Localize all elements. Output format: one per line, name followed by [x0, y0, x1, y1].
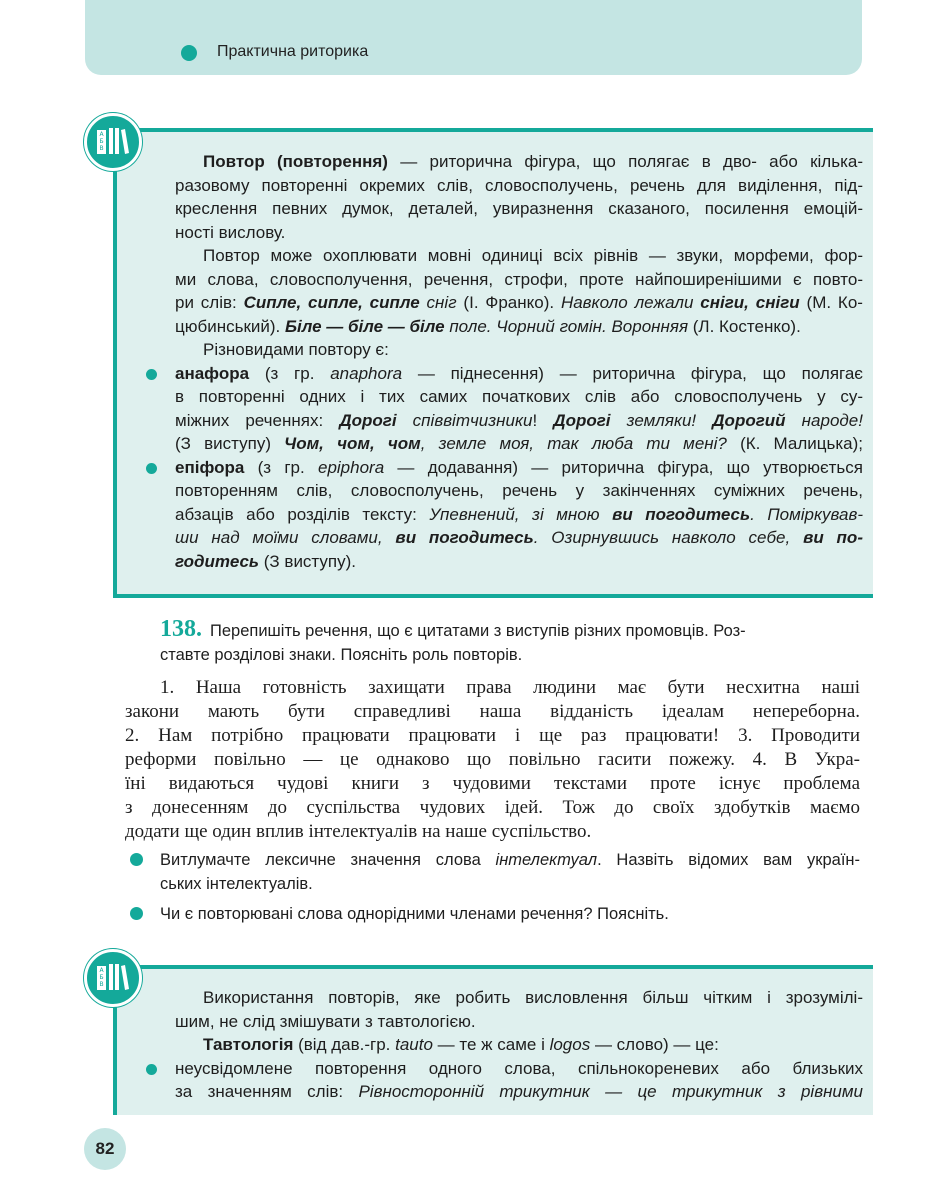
text-run: за значенням слів: — [175, 1082, 359, 1101]
text-run: , земле моя, так люба ти мені? — [420, 434, 727, 453]
text-run: поле. Чорний гомін. Воронняя — [444, 316, 689, 336]
text-run: сніги, сніги — [700, 293, 800, 312]
page-header — [85, 0, 862, 75]
text-run: (І. Франко). — [456, 293, 561, 312]
page-number: 82 — [84, 1128, 126, 1170]
text-line — [175, 221, 863, 245]
text-run: (з гр. — [244, 457, 318, 477]
text-run: (К. Малицька); — [726, 434, 864, 453]
text-line — [175, 526, 863, 550]
text-run: — те ж саме і — [432, 1035, 550, 1054]
text-run: епіфора — [175, 457, 245, 477]
text-run: разовому повторенні окремих слів, словосполучень, речень для виділення, під- — [175, 175, 863, 195]
text-line: Чи є повторювані слова однорідними членами речення? Поясніть. — [160, 905, 669, 923]
text-run: ! — [532, 410, 554, 430]
text-run: земляки! — [610, 410, 713, 430]
definition-text — [175, 986, 863, 1104]
text-line: 1. Наша готовність захищати права людини має бути несхитна наші — [160, 677, 860, 698]
text-run: Тавтологія — [203, 1035, 294, 1054]
task-item — [160, 903, 860, 927]
svg-text:Б: Б — [99, 138, 104, 145]
text-line — [175, 1010, 863, 1034]
exercise-text — [125, 676, 860, 844]
text-run: Дорогий — [712, 410, 786, 430]
text-run: в повторенні одних і тих самих початкових слів або словосполучень у су- — [175, 387, 863, 406]
text-line — [175, 338, 863, 362]
text-run: ви погодитесь — [395, 528, 534, 547]
definition-text — [175, 150, 863, 573]
bullet-dot-icon — [130, 907, 143, 920]
text-run: — піднесення) — риторична фігура, що полягає — [402, 363, 863, 383]
text-run: сніг — [419, 293, 457, 312]
text-run: — додавання) — риторична фігура, що утворюється — [384, 457, 863, 477]
text-run: — риторична фігура, що полягає в дво- або кілька- — [387, 152, 864, 171]
text-run: Повтор (повторення) — [203, 152, 388, 171]
text-run: (З виступу) — [175, 434, 285, 453]
text-line — [175, 291, 863, 315]
text-line: з донесенням до суспільства чудових ідей. Тож до своїх здобутків маємо — [125, 797, 860, 818]
exercise-instruction-line: Перепишіть речення, що є цитатами з виступів різних промовців. Роз- — [210, 622, 746, 640]
text-run: ри слів: — [175, 293, 244, 312]
text-line — [160, 849, 860, 873]
text-line: закони мають бути справедливі наша відданість ідеалам непереборна. — [125, 701, 860, 722]
book-shelf-icon — [84, 949, 142, 1007]
text-line — [175, 150, 863, 174]
exercise-138 — [160, 618, 860, 667]
text-run: anaphora — [330, 363, 403, 383]
text-line — [175, 362, 863, 386]
text-run: абзаців або розділів тексту: — [175, 504, 430, 524]
text-run: Дорогі — [553, 410, 611, 430]
text-line: їні видаються чудові книги з чудовими текстами проте існує проблема — [125, 773, 860, 794]
text-run: міжних реченнях: — [175, 410, 340, 430]
text-line — [175, 174, 863, 198]
text-run: logos — [549, 1035, 591, 1054]
text-line: ських інтелектуалів. — [160, 874, 313, 893]
text-run: годитесь — [175, 551, 260, 571]
text-run: повторенням слів, словосполучень, речень у закінченнях суміжних речень, — [175, 481, 863, 500]
text-run: ши над моїми словами, — [175, 528, 396, 547]
list-item — [175, 1057, 863, 1104]
exercise-instruction-line: ставте розділові знаки. Поясніть роль повторів. — [160, 645, 523, 664]
text-line — [175, 197, 863, 221]
bullet-dot-icon — [146, 463, 157, 474]
text-run: Повтор може охоплювати мовні одиниці всіх рівнів — звуки, морфеми, фор- — [203, 246, 863, 265]
text-run: (від дав.-гр. — [293, 1035, 396, 1054]
text-run: народе! — [785, 410, 863, 430]
text-run: (З виступу). — [259, 551, 357, 571]
text-line: реформи повільно — це однаково що повільно гасити пожежу. 4. В Укра- — [125, 749, 860, 770]
text-line — [175, 479, 863, 503]
text-run: Чом, чом, чом — [284, 434, 421, 453]
task-term: інтелектуал — [495, 851, 598, 869]
text-run: ми слова, словосполучення, речення, строфи, проте найпоширенішими є повто- — [175, 269, 863, 289]
list-item-epiphora — [175, 456, 863, 574]
bullet-dot-icon — [146, 1064, 157, 1075]
text-run: анафора — [175, 363, 250, 383]
text-run: Біле — біле — біле — [285, 316, 445, 336]
text-run: — слово) — це: — [590, 1035, 719, 1054]
text-line — [175, 503, 863, 527]
text-run: цюбинський). — [175, 316, 286, 336]
header-dot-icon — [181, 45, 197, 61]
bullet-dot-icon — [146, 369, 157, 380]
header-title: Практична риторика — [217, 43, 369, 60]
text-line — [175, 986, 863, 1010]
text-run: tauto — [395, 1035, 433, 1054]
svg-text:В: В — [99, 981, 104, 988]
svg-text:Б: Б — [99, 974, 104, 981]
text-run: Навколо лежали — [560, 293, 701, 312]
text-run: ви погодитесь — [612, 504, 751, 524]
text-line — [175, 244, 863, 268]
text-run: (Л. Костенко). — [688, 316, 801, 336]
definition-box-repetition — [113, 128, 873, 598]
text-run: Дорогі — [339, 410, 397, 430]
text-line — [175, 1080, 863, 1104]
text-run: . Озирнувшись навколо себе, — [533, 528, 804, 547]
text-run: (М. Ко- — [799, 293, 863, 312]
text-line — [175, 1057, 863, 1081]
text-line — [175, 409, 863, 433]
text-run: Використання повторів, яке робить висловлення більш чітким і зрозумілі- — [203, 988, 863, 1007]
text-run: epiphora — [317, 457, 385, 477]
text-run: Рівносторонній трикутник — це трикутник з рівними — [358, 1082, 863, 1101]
task-text: Витлумачте лексичне значення слова — [160, 851, 496, 869]
exercise-number: 138. — [160, 616, 202, 642]
text-run: шим, не слід змішувати з тавтологією. — [175, 1011, 476, 1031]
text-line: додати ще один вплив інтелектуалів на наше суспільство. — [125, 821, 592, 842]
task-item — [160, 849, 860, 896]
text-run: . Поміркував- — [750, 504, 863, 524]
task-text: . Назвіть відомих вам україн- — [597, 851, 861, 869]
text-run: (з гр. — [249, 363, 331, 383]
definition-box-tautology — [113, 965, 873, 1115]
text-line — [175, 385, 863, 409]
text-run: неусвідомлене повторення одного слова, спільнокореневих або близьких — [175, 1058, 863, 1078]
svg-text:В: В — [99, 145, 104, 152]
text-run: ви по- — [803, 528, 863, 547]
text-run: Упевнений, зі мною — [429, 504, 613, 524]
text-line — [175, 550, 863, 574]
text-line: 2. Нам потрібно працювати працювати і ще раз працювати! 3. Проводити — [125, 725, 860, 746]
svg-text:А: А — [99, 131, 104, 138]
text-line — [175, 315, 863, 339]
text-run: ності вислову. — [175, 222, 286, 242]
text-line — [175, 268, 863, 292]
list-item-anaphora — [175, 362, 863, 456]
text-run: співвітчизники — [396, 410, 533, 430]
text-line — [175, 456, 863, 480]
svg-text:А: А — [99, 967, 104, 974]
text-run: креслення певних думок, деталей, увиразнення сказаного, посилення емоцій- — [175, 199, 863, 218]
bullet-dot-icon — [130, 853, 143, 866]
text-line — [175, 1033, 863, 1057]
text-run: Сипле, сипле, сипле — [243, 293, 420, 312]
text-run: Різновидами повтору є: — [203, 340, 389, 359]
book-shelf-icon — [84, 113, 142, 171]
text-line — [175, 432, 863, 456]
